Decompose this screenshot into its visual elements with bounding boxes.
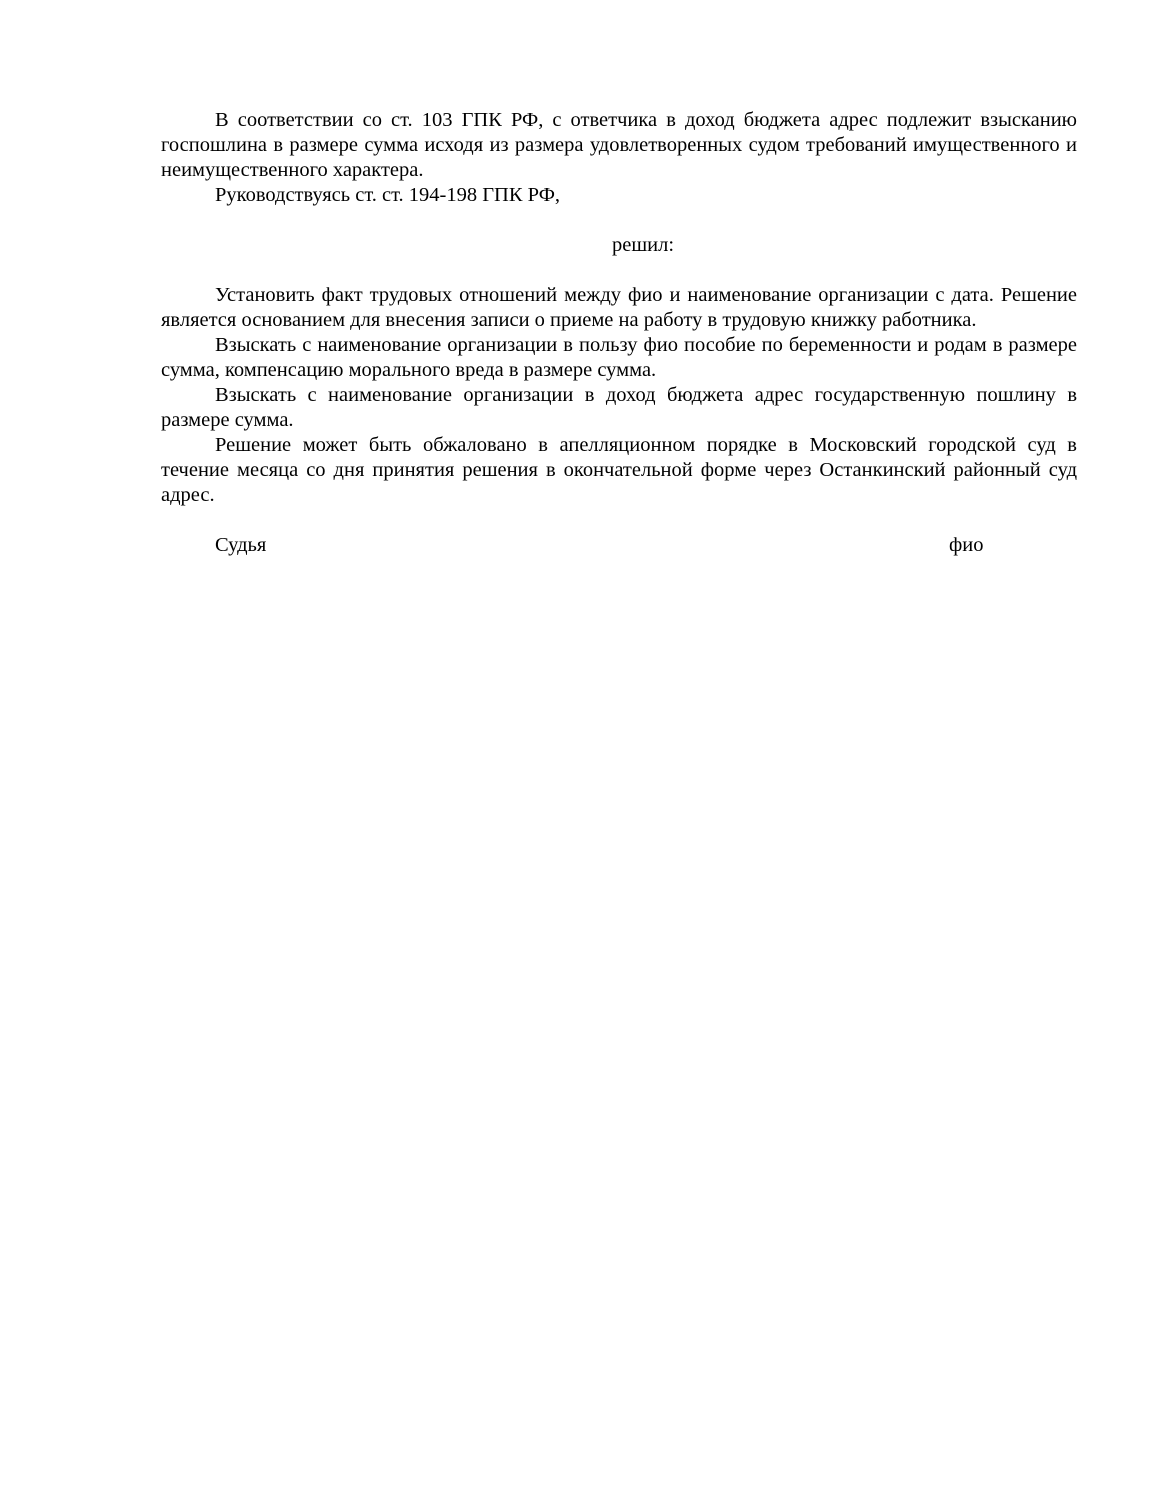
signature-role: Судья (215, 534, 267, 556)
paragraph-establish-fact: Установить факт трудовых отношений между фио и наименование организации с дата. Решение является основанием для внесения записи о приеме на работу в трудовую книжку работника. (161, 284, 1077, 331)
decision-heading: решил: (612, 234, 675, 256)
signature-line (161, 533, 1077, 558)
spacer (161, 258, 1077, 283)
paragraph-guided-by: Руководствуясь ст. ст. 194-198 ГПК РФ, (215, 184, 561, 206)
spacer (161, 208, 1077, 233)
document-body (161, 108, 1077, 558)
spacer (161, 508, 1077, 533)
paragraph-appeal: Решение может быть обжаловано в апелляционном порядке в Московский городской суд в течение месяца со дня принятия решения в окончательной форме через Останкинский районный суд адрес. (161, 434, 1077, 506)
paragraph-recover-benefit: Взыскать с наименование организации в пользу фио пособие по беременности и родам в размере сумма, компенсацию морального вреда в размере сумма. (161, 334, 1077, 381)
paragraph-recover-duty: Взыскать с наименование организации в доход бюджета адрес государственную пошлину в размере сумма. (161, 384, 1077, 431)
signature-name: фио (949, 534, 984, 556)
paragraph-state-fee: В соответствии со ст. 103 ГПК РФ, с ответчика в доход бюджета адрес подлежит взысканию госпошлина в размере сумма исходя из размера удовлетворенных судом требований имущественного и неимущественного характера. (161, 109, 1077, 181)
